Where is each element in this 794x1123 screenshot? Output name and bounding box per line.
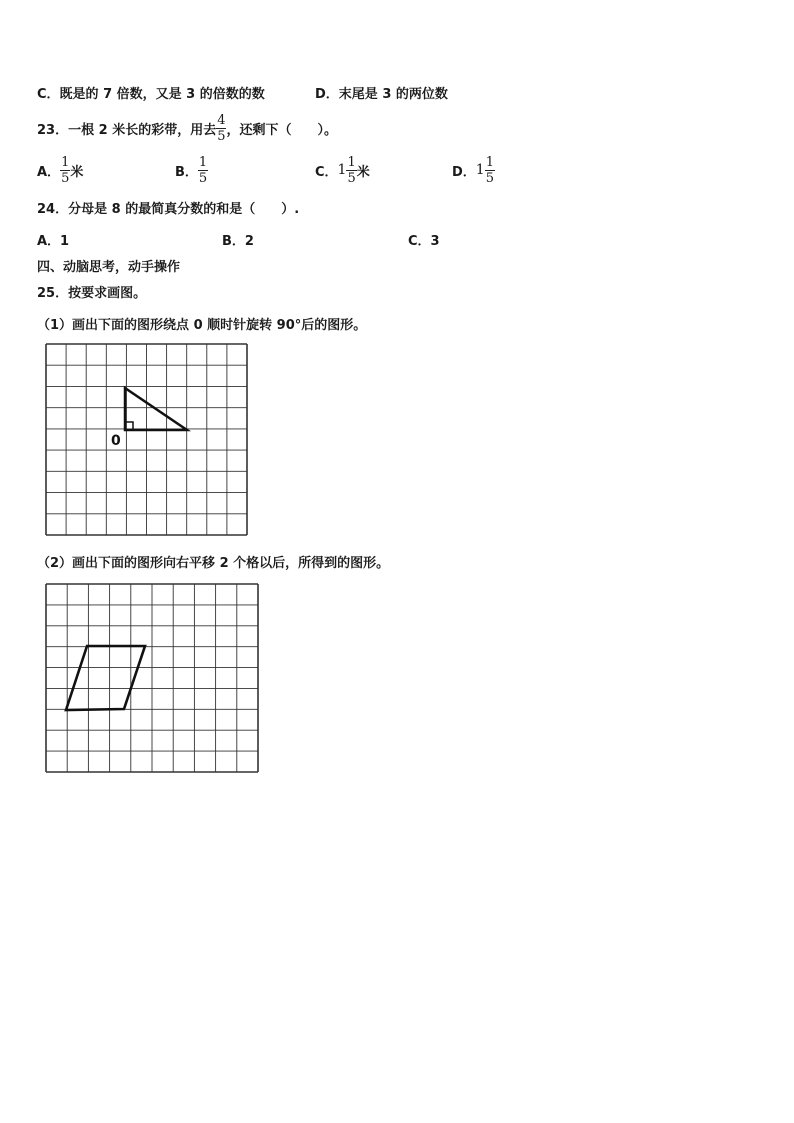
option-unit: 米 <box>70 164 84 180</box>
fraction-denominator: 5 <box>485 170 494 186</box>
q24-option-b: B．2 <box>222 234 254 249</box>
q23-stem-after: ，还剩下（ ）。 <box>226 122 337 138</box>
q24-option-c: C．3 <box>408 234 440 249</box>
q25-stem: 25．按要求画图。 <box>37 286 147 301</box>
option-label: A． <box>37 164 61 180</box>
option-label: B． <box>175 164 198 180</box>
fraction-denominator: 5 <box>61 170 70 186</box>
q25-part2: （2）画出下面的图形向右平移 2 个格以后，所得到的图形。 <box>37 556 390 571</box>
option-fraction <box>60 156 70 185</box>
q23-stem-fraction <box>216 114 226 143</box>
fraction-denominator: 5 <box>217 128 226 144</box>
q23-stem-before: 23．一根 2 米长的彩带，用去 <box>37 122 217 138</box>
q25-part1: （1）画出下面的图形绕点 0 顺时针旋转 90°后的图形。 <box>37 318 367 333</box>
section-title: 四、动脑思考，动手操作 <box>37 260 181 275</box>
option-fraction <box>198 156 208 185</box>
option-label: D． <box>452 164 476 180</box>
q23-option-c <box>315 150 370 190</box>
option-label: C． <box>315 164 338 180</box>
parallelogram <box>66 646 145 710</box>
q24-option-a: A．1 <box>37 234 70 249</box>
right-triangle <box>125 388 187 430</box>
point-o-label: 0 <box>111 433 121 449</box>
fraction-numerator: 1 <box>61 154 70 170</box>
q23-option-d <box>452 150 495 190</box>
q24-stem: 24．分母是 8 的最简真分数的和是（ ）. <box>37 202 300 217</box>
fraction-numerator: 1 <box>347 154 356 170</box>
grid-figure-translation <box>44 582 262 776</box>
fraction-denominator: 5 <box>347 170 356 186</box>
q23-option-b <box>175 150 208 190</box>
q23-stem <box>37 108 337 148</box>
fraction-denominator: 5 <box>198 170 208 186</box>
q23-option-a <box>37 150 83 190</box>
mixed-whole: 1 <box>337 162 347 178</box>
option-fraction <box>346 156 356 185</box>
grid-figure-rotation <box>44 342 250 538</box>
option-fraction <box>485 156 495 185</box>
fraction-numerator: 4 <box>217 112 226 128</box>
q22-option-d: D．末尾是 3 的两位数 <box>315 87 448 102</box>
mixed-whole: 1 <box>475 162 485 178</box>
fraction-numerator: 1 <box>198 154 208 170</box>
q22-option-c: C．既是的 7 倍数，又是 3 的倍数的数 <box>37 87 265 102</box>
grid-lines <box>46 344 247 535</box>
fraction-numerator: 1 <box>485 154 494 170</box>
option-unit: 米 <box>356 164 370 180</box>
